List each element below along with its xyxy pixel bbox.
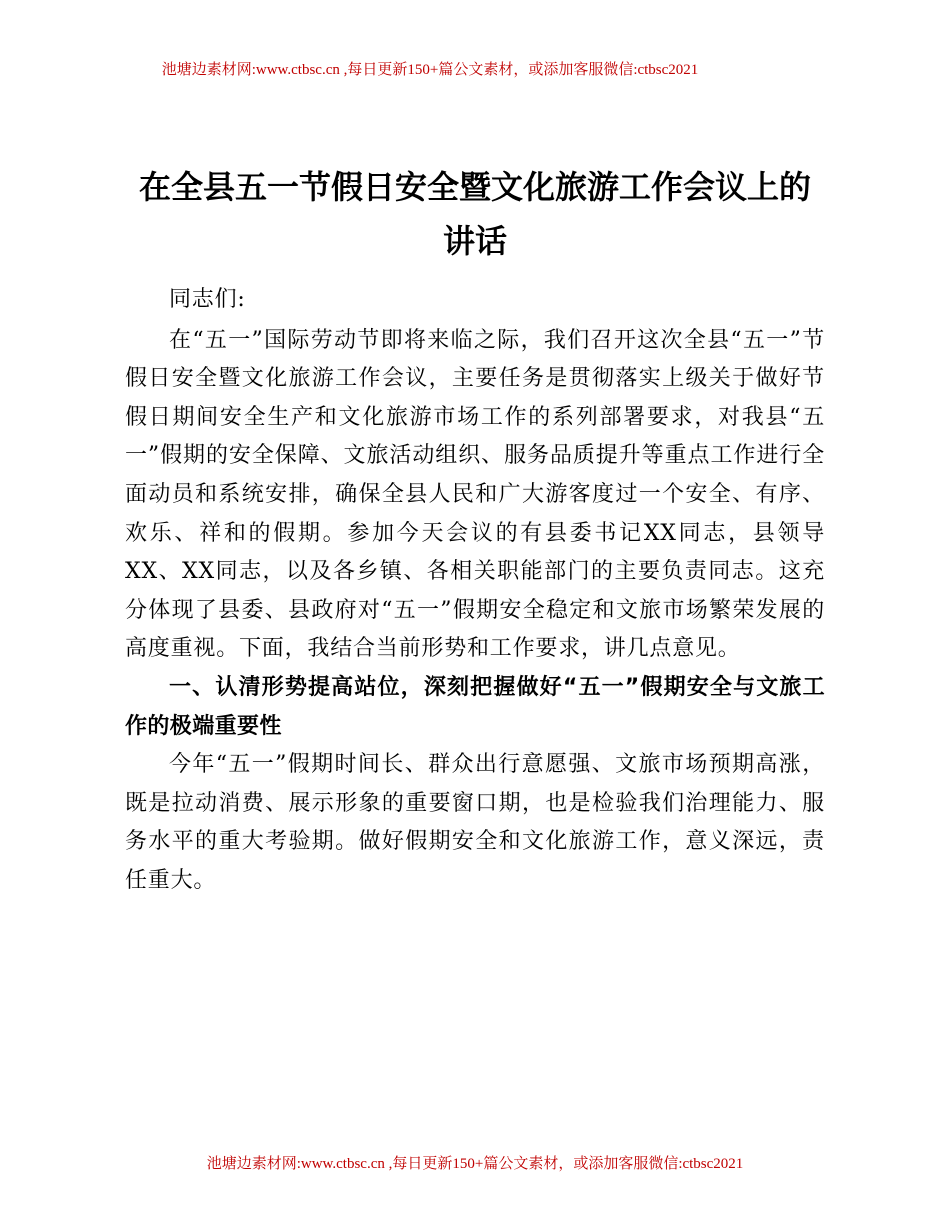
section-heading: 一、认清形势提高站位，深刻把握做好“五一”假期安全与文旅工作的极端重要性 (125, 674, 825, 739)
body-paragraph: 在“五一”国际劳动节即将来临之际，我们召开这次全县“五一”节假日安全暨文化旅游工作会议，主要任务是贯彻落实上级关于做好节假日期间安全生产和文化旅游市场工作的系列部署要求，对我县“五一”假期的安全保障、文旅活动组织、服务品质提升等重点工作进行全面动员和系统安排，确保全县人民和广大游客度过一个安全、有序、欢乐、祥和的假期。参加今天会议的有县委书记XX同志，县领导XX、XX同志，以及各乡镇、各相关职能部门的主要负责同志。这充分体现了县委、县政府对“五一”假期安全稳定和文旅市场繁荣发展的高度重视。下面，我结合当前形势和工作要求，讲几点意见。 (125, 327, 825, 662)
document-title: 在全县五一节假日安全暨文化旅游工作会议上的讲话 (138, 168, 811, 260)
section-paragraph: 今年“五一”假期时间长、群众出行意愿强、文旅市场预期高涨，既是拉动消费、展示形象的重要窗口期，也是检验我们治理能力、服务水平的重大考验期。做好假期安全和文化旅游工作，意义深远，责任重大。 (125, 752, 825, 893)
footer-watermark: 池塘边素材网:www.ctbsc.cn ,每日更新150+篇公文素材，或添加客服微信:ctbsc2021 (206, 1156, 744, 1172)
header-watermark: 池塘边素材网:www.ctbsc.cn ,每日更新150+篇公文素材，或添加客服微信:ctbsc2021 (161, 62, 699, 78)
salutation: 同志们: (169, 287, 246, 312)
document-body (125, 281, 825, 901)
